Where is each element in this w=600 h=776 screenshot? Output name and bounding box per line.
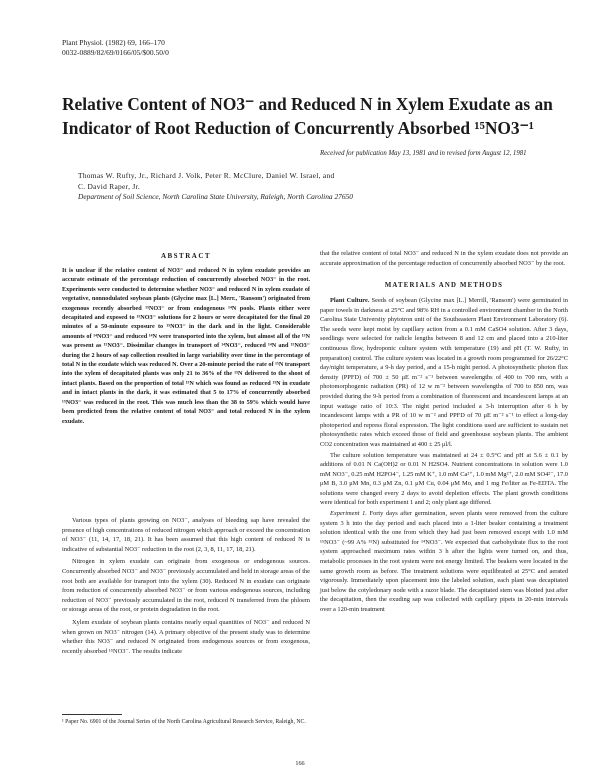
experiment-1-heading: Experiment 1. bbox=[330, 510, 367, 518]
authors-line-1: Thomas W. Rufty, Jr., Richard J. Volk, Peter R. McClure, Daniel W. Israel, and bbox=[78, 171, 335, 180]
methods-heading: MATERIALS AND METHODS bbox=[384, 282, 504, 289]
plant-culture-text: Seeds of soybean (Glycine max [L.] Merrill, 'Ransom') were germinated in paper towels in darkness at 25°C and 98% RH in a controlled environment chamber in the North Carolina State University phytotron unit of the Southeastern Plant Environment Laboratory (6). The seeds were kept moist by capillary action from a 0.1 mM CaSO4 solution. After 3 days, seedlings were selected for radicle lengths between 8 and 12 cm and placed into a 210-liter continuous flow, hydroponic culture system with temperature (19) and pH (T. W. Rufty, in preparation) control. The culture system was located in a growth room programmed for 26/22°C day/night temperature, a 9-h day period, and a 15-h night period. A photosynthetic photon flux density (PPFD) of 700 ± 50 μE m⁻² s⁻¹ between wavelengths of 400 to 700 nm, with a photomorphogenic radiation (PR) of 12 w m⁻² between wavelengths of 700 to 850 nm, was provided during the 9-h period from a combination of fluorescent and incandescent lamps at an input wattage ratio of 10:3. The night period included a 3-h interruption after 6 h by incandescent lamps with a PR of 10 w m⁻² and PPFD of 70 μE m⁻² s⁻¹ to effect a long-day photoperiod and repress floral expression. The light conditions used are sufficient to sustain net photosynthetic rates which exceed those of field and greenhouse soybean plants. The ambient CO2 concentration was maintained at 400 ± 25 μl/l. bbox=[320, 297, 568, 448]
methods-paragraph-3 bbox=[320, 509, 568, 615]
abstract-heading: ABSTRACT bbox=[160, 252, 212, 260]
journal-citation: Plant Physiol. (1982) 69, 166–170 bbox=[62, 38, 165, 47]
journal-code: 0032-0889/82/69/0166/05/$00.50/0 bbox=[62, 48, 169, 57]
paper-title: Relative Content of NO3⁻ and Reduced N in Xylem Exudate as an Indicator of Root Reduction of Concurrently Absorbed ¹⁵NO3⁻¹ bbox=[62, 94, 553, 138]
plant-culture-heading: Plant Culture. bbox=[330, 297, 370, 304]
journal-header bbox=[62, 38, 169, 58]
page-number: 166 bbox=[295, 760, 305, 767]
methods-paragraph-2: The culture solution temperature was maintained at 24 ± 0.5°C and pH at 5.6 ± 0.1 by additions of 0.01 N Ca(OH)2 or 0.01 N H2SO4. Nutrient concentrations in solution were 1.0 mM NO3⁻, 0.25 mM H2PO4⁻, 1.25 mM K⁺, 1.0 mM Ca²⁺, 1.0 mM Mg²⁺, 2.0 mM SO4²⁻, 17.0 μM B, 3.0 μM Mn, 0.3 μM Zn, 0.1 μM Cu, 0.04 μM Mo, and 1 mg Fe/liter as Fe-EDTA. The solutions were changed every 2 days to avoid depletion effects. The plant growth conditions were identical for both experiment 1 and 2; only plant age differed. bbox=[320, 451, 568, 507]
received-date: Received for publication May 13, 1981 and in revised form August 12, 1981 bbox=[320, 150, 527, 157]
footnote-divider bbox=[62, 714, 122, 715]
intro-continuation: that the relative content of total NO3⁻ and reduced N in the xylem exudate does not provide an accurate approximation of the percentage reduction of concurrently absorbed NO3⁻ by the root. bbox=[320, 250, 568, 267]
footnote: ¹ Paper No. 6901 of the Journal Series of the North Carolina Agricultural Research Service, Raleigh, NC. bbox=[62, 719, 306, 725]
experiment-1-text: Forty days after germination, seven plants were removed from the culture system 3 h into the day period and each placed into a 1-liter beaker containing a treatment solution identical with the one from which they had just been removed except with 1.0 mM ¹⁵NO3⁻ (~99 A% ¹⁵N) substituted for ¹⁴NO3⁻. We expected that carbohydrate flux to the root system approached maximum rates within 3 h after the lights were turned on, and thus, metabolic processes in the root system were not energy limited. The beakers were located in the same growth room as before. The treatment solutions were equilibrated at 25°C and aerated vigorously. Immediately upon placement into the labeled solution, each plant was decapitated just below the cotyledonary node with a razor blade. The decapitated stem was blotted just after the decapitation, then the exuding sap was collected with capillary pipets in 20-min intervals over a 120-min treatment bbox=[320, 510, 568, 613]
abstract-text: It is unclear if the relative content of NO3⁻ and reduced N in xylem exudate provides an accurate estimate of the percentage reduction of concurrently absorbed NO3⁻ in the root. Experiments were conducted to determine whether NO3⁻ and reduced N in xylem exudate of vegetative, nonnodulated soybean plants (Glycine max [L.] Merr., 'Ransom') originated from exogenous recently absorbed ¹⁵NO3⁻ or from endogenous ¹⁴N pools. Plants either were decapitated and exposed to ¹⁵NO3⁻ solutions for 2 hours or were decapitated for the final 20 minutes of a 50-minute exposure to ¹⁵NO3⁻ in the dark and in the light. Considerable amounts of ¹⁴NO3⁻ and reduced ¹⁴N were transported into the xylem, but almost all of the ¹⁵N was present as ¹⁵NO3⁻. Dissimilar changes in transport of ¹⁴NO3⁻, reduced ¹⁴N and ¹⁵NO3⁻ during the 2 hours of sap collection resulted in large variability over time in the percentage of total N in the exudate which was reduced N. Over a 20-minute period the rate of ¹⁵N transport into the xylem of decapitated plants was only 21 to 36% of the ¹⁵N delivered to the shoot of intact plants. Based on the proportion of total ¹⁵N which was found as reduced ¹⁵N in exudate and in intact plants in the dark, it was estimated that 5 to 17% of concurrently absorbed ¹⁵NO3⁻ was reduced in the root. This was much less than the 38 to 59% which would have been predicted from the relative content of total NO3⁻ and total reduced N in the xylem exudate. bbox=[62, 267, 310, 425]
methods-section bbox=[320, 296, 568, 616]
intro-paragraph-3: Xylem exudate of soybean plants contains nearly equal quantities of NO3⁻ and reduced N when grown on NO3⁻ nitrogen (14). A primary objective of the present study was to determine whether this NO3⁻ and reduced N originated from endogenous sources or from exogenous, recently absorbed ¹⁵NO3⁻. The results indicate bbox=[62, 618, 310, 655]
department: Department of Soil Science, North Carolina State University, Raleigh, North Carolina 27650 bbox=[78, 192, 353, 201]
intro-paragraph-1: Various types of plants growing on NO3⁻, analyses of bleeding sap have revealed the presence of high concentrations of reduced nitrogen which approach or exceed the concentration of NO3⁻ (11, 14, 17, 18, 21). It has been assumed that this high content of reduced N is indicative of substantial NO3⁻ reduction in the root (2, 3, 8, 11, 17, 18, 21). bbox=[62, 517, 310, 553]
authors bbox=[78, 170, 558, 192]
methods-paragraph-1 bbox=[320, 296, 568, 450]
authors-line-2: C. David Raper, Jr. bbox=[78, 182, 141, 191]
intro-paragraph-2: Nitrogen in xylem exudate can originate from exogenous or endogenous sources. Concurrently absorbed NO3⁻ and NO3⁻ previously accumulated and held in storage areas of the root both are available for transport into the xylem (30). Reduced N in exudate can originate from reduction of concurrently absorbed NO3⁻ or from various endogenous sources, including reduction of NO3⁻ previously accumulated in the root, reduced N transferred from the phloem or storage areas of the root, or protein degradation in the root. bbox=[62, 558, 310, 614]
introduction bbox=[62, 516, 310, 659]
